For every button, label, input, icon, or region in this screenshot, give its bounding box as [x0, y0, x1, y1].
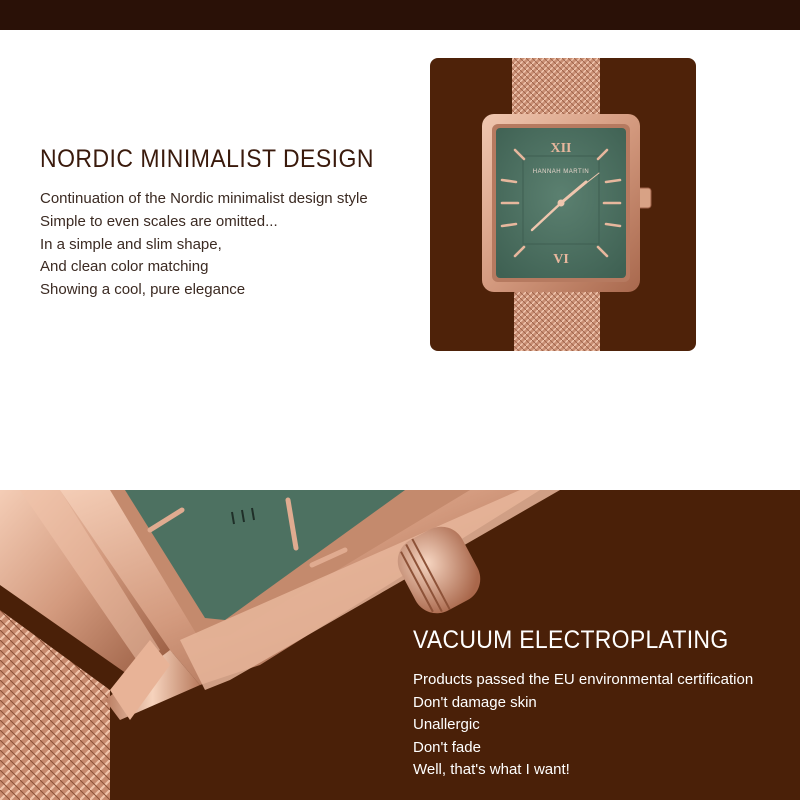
nordic-design-heading: NORDIC MINIMALIST DESIGN	[40, 145, 374, 173]
electroplating-section	[0, 490, 800, 800]
mesh-strap-top	[512, 58, 600, 120]
numeral-six: VI	[553, 252, 569, 267]
nordic-design-section	[40, 145, 420, 302]
description-line: Products passed the EU environmental certification	[413, 671, 754, 688]
description-line: Well, that's what I want!	[413, 761, 570, 778]
watch-product-image	[430, 58, 696, 351]
description-line: Don't damage skin	[413, 693, 537, 711]
mesh-strap-bottom	[514, 288, 600, 351]
top-bar	[0, 0, 800, 30]
description-line: Unallergic	[413, 716, 480, 733]
description-line: And clean color matching	[40, 258, 209, 276]
watch-brand-label: HANNAH MARTIN	[532, 169, 590, 175]
electroplating-text	[413, 626, 793, 782]
numeral-twelve: XII	[550, 141, 572, 156]
electroplating-description	[413, 669, 793, 782]
description-line: Continuation of the Nordic minimalist design style	[40, 190, 368, 207]
watch-illustration	[430, 58, 696, 351]
nordic-design-description	[40, 188, 420, 302]
description-line: Showing a cool, pure elegance	[40, 281, 246, 299]
description-line: In a simple and slim shape,	[40, 235, 222, 253]
description-line: Simple to even scales are omitted...	[40, 212, 278, 230]
electroplating-heading: VACUUM ELECTROPLATING	[413, 626, 729, 654]
description-line: Don't fade	[413, 738, 481, 756]
